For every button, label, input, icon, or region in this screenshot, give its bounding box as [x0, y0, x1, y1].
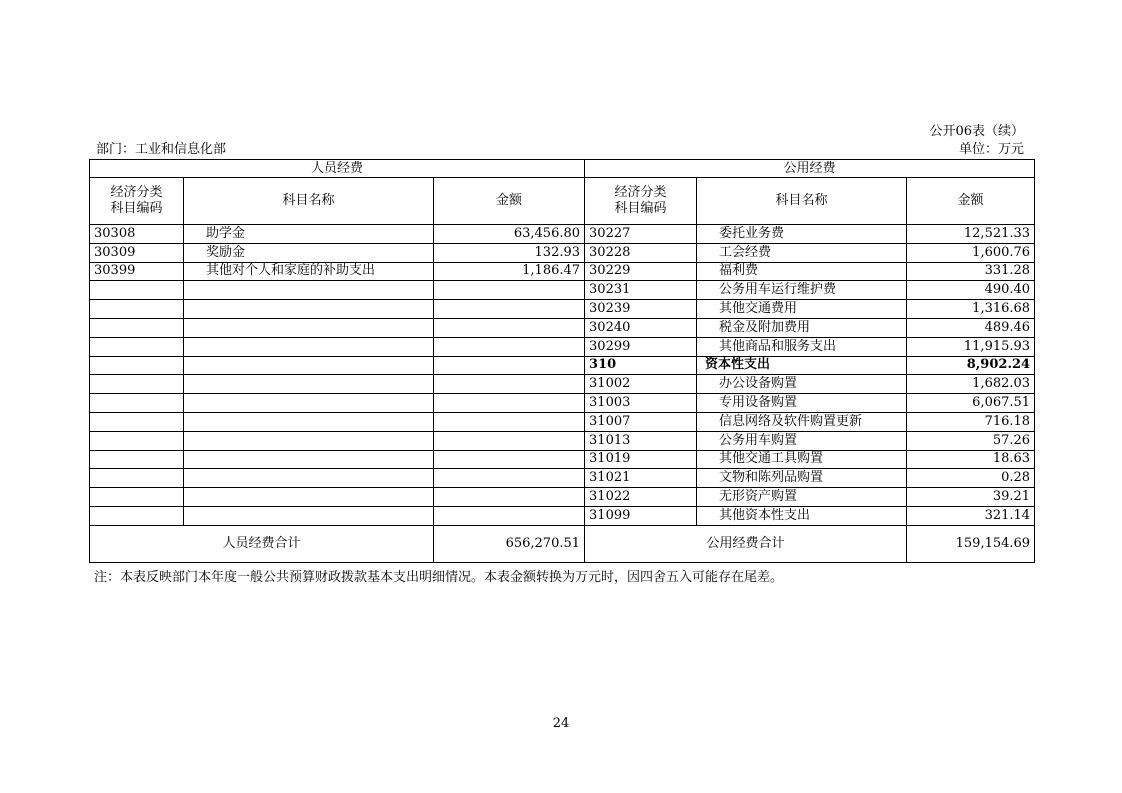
public-amount-cell: 12,521.33	[907, 225, 1035, 244]
personnel-amount-cell	[434, 431, 585, 450]
col-header-name: 科目名称	[697, 178, 907, 225]
public-total-label: 公用经费合计	[585, 525, 907, 562]
personnel-code-cell	[90, 318, 184, 337]
col-header-amount: 金额	[907, 178, 1035, 225]
personnel-name-cell	[184, 300, 434, 319]
public-code-cell: 30239	[585, 300, 697, 319]
public-amount-cell: 18.63	[907, 450, 1035, 469]
personnel-name-cell	[184, 469, 434, 488]
personnel-amount-cell	[434, 318, 585, 337]
budget-expenditure-table	[89, 159, 1035, 563]
table-row	[90, 243, 1035, 262]
personnel-amount-cell: 132.93	[434, 243, 585, 262]
table-row	[90, 318, 1035, 337]
table-row	[90, 356, 1035, 375]
public-code-cell: 310	[585, 356, 697, 375]
public-name-cell: 公务用车运行维护费	[697, 281, 907, 300]
personnel-name-cell	[184, 375, 434, 394]
personnel-code-cell: 30309	[90, 243, 184, 262]
personnel-code-cell	[90, 394, 184, 413]
public-total-amount: 159,154.69	[907, 525, 1035, 562]
table-row	[90, 300, 1035, 319]
table-row	[90, 488, 1035, 507]
table-row	[90, 337, 1035, 356]
personnel-name-cell	[184, 450, 434, 469]
public-amount-cell: 489.46	[907, 318, 1035, 337]
personnel-amount-cell	[434, 488, 585, 507]
public-code-cell: 31099	[585, 506, 697, 525]
personnel-code-cell	[90, 281, 184, 300]
public-amount-cell: 1,600.76	[907, 243, 1035, 262]
personnel-name-cell	[184, 356, 434, 375]
personnel-code-cell: 30308	[90, 225, 184, 244]
unit-label: 单位：万元	[958, 142, 1024, 157]
personnel-total-label: 人员经费合计	[90, 525, 434, 562]
public-amount-cell: 490.40	[907, 281, 1035, 300]
personnel-code-cell	[90, 506, 184, 525]
personnel-amount-cell	[434, 281, 585, 300]
public-name-cell: 信息网络及软件购置更新	[697, 412, 907, 431]
public-code-cell: 30231	[585, 281, 697, 300]
public-code-cell: 30228	[585, 243, 697, 262]
personnel-name-cell	[184, 394, 434, 413]
personnel-amount-cell	[434, 375, 585, 394]
table-row	[90, 375, 1035, 394]
col-header-code: 经济分类 科目编码	[90, 178, 184, 225]
public-amount-cell: 39.21	[907, 488, 1035, 507]
table-row	[90, 262, 1035, 281]
personnel-amount-cell	[434, 412, 585, 431]
public-amount-cell: 331.28	[907, 262, 1035, 281]
public-code-cell: 31022	[585, 488, 697, 507]
public-name-cell: 公务用车购置	[697, 431, 907, 450]
personnel-code-cell	[90, 469, 184, 488]
personnel-code-cell	[90, 431, 184, 450]
public-amount-cell: 6,067.51	[907, 394, 1035, 413]
personnel-code-cell: 30399	[90, 262, 184, 281]
public-name-cell: 其他交通工具购置	[697, 450, 907, 469]
personnel-total-amount: 656,270.51	[434, 525, 585, 562]
public-name-cell: 福利费	[697, 262, 907, 281]
department-label: 部门：工业和信息化部	[96, 142, 227, 157]
table-row	[90, 394, 1035, 413]
public-amount-cell: 57.26	[907, 431, 1035, 450]
personnel-amount-cell: 63,456.80	[434, 225, 585, 244]
public-amount-cell: 8,902.24	[907, 356, 1035, 375]
personnel-amount-cell	[434, 337, 585, 356]
public-code-cell: 31003	[585, 394, 697, 413]
personnel-header: 人员经费	[90, 160, 585, 178]
table-note: 注：本表反映部门本年度一般公共预算财政拨款基本支出明细情况。本表金额转换为万元时，因四舍五入可能存在尾差。	[94, 570, 784, 585]
public-name-cell: 委托业务费	[697, 225, 907, 244]
personnel-name-cell: 助学金	[184, 225, 434, 244]
personnel-name-cell	[184, 318, 434, 337]
personnel-name-cell: 其他对个人和家庭的补助支出	[184, 262, 434, 281]
public-code-cell: 31007	[585, 412, 697, 431]
table-row	[90, 431, 1035, 450]
totals-row	[90, 525, 1035, 562]
public-name-cell: 工会经费	[697, 243, 907, 262]
table-row	[90, 225, 1035, 244]
public-name-cell: 其他交通费用	[697, 300, 907, 319]
public-amount-cell: 0.28	[907, 469, 1035, 488]
public-code-cell: 30240	[585, 318, 697, 337]
public-name-cell: 办公设备购置	[697, 375, 907, 394]
public-name-cell: 其他商品和服务支出	[697, 337, 907, 356]
public-code-cell: 31002	[585, 375, 697, 394]
page-number: 24	[552, 716, 570, 731]
public-code-cell: 30227	[585, 225, 697, 244]
public-amount-cell: 716.18	[907, 412, 1035, 431]
personnel-amount-cell	[434, 356, 585, 375]
personnel-name-cell	[184, 488, 434, 507]
personnel-amount-cell	[434, 300, 585, 319]
public-name-cell: 无形资产购置	[697, 488, 907, 507]
personnel-code-cell	[90, 450, 184, 469]
personnel-name-cell	[184, 506, 434, 525]
public-code-cell: 30299	[585, 337, 697, 356]
public-amount-cell: 321.14	[907, 506, 1035, 525]
table-row	[90, 281, 1035, 300]
personnel-code-cell	[90, 356, 184, 375]
personnel-amount-cell	[434, 450, 585, 469]
personnel-amount-cell	[434, 469, 585, 488]
public-code-cell: 31013	[585, 431, 697, 450]
public-name-cell: 文物和陈列品购置	[697, 469, 907, 488]
public-amount-cell: 1,682.03	[907, 375, 1035, 394]
public-name-cell: 税金及附加费用	[697, 318, 907, 337]
table-row	[90, 450, 1035, 469]
table-row	[90, 506, 1035, 525]
personnel-amount-cell	[434, 394, 585, 413]
col-header-name: 科目名称	[184, 178, 434, 225]
col-header-code: 经济分类 科目编码	[585, 178, 697, 225]
personnel-name-cell	[184, 412, 434, 431]
personnel-amount-cell: 1,186.47	[434, 262, 585, 281]
personnel-name-cell	[184, 281, 434, 300]
public-code-cell: 31021	[585, 469, 697, 488]
personnel-name-cell	[184, 431, 434, 450]
public-name-cell: 其他资本性支出	[697, 506, 907, 525]
personnel-code-cell	[90, 375, 184, 394]
public-code-cell: 30229	[585, 262, 697, 281]
col-header-amount: 金额	[434, 178, 585, 225]
personnel-name-cell	[184, 337, 434, 356]
public-code-cell: 31019	[585, 450, 697, 469]
table-row	[90, 469, 1035, 488]
public-header: 公用经费	[585, 160, 1035, 178]
form-code: 公开06表（续）	[929, 124, 1024, 139]
personnel-name-cell: 奖励金	[184, 243, 434, 262]
personnel-code-cell	[90, 300, 184, 319]
public-name-cell: 资本性支出	[697, 356, 907, 375]
personnel-code-cell	[90, 488, 184, 507]
public-name-cell: 专用设备购置	[697, 394, 907, 413]
table-row	[90, 412, 1035, 431]
public-amount-cell: 11,915.93	[907, 337, 1035, 356]
public-amount-cell: 1,316.68	[907, 300, 1035, 319]
group-header-row	[90, 160, 1035, 178]
personnel-amount-cell	[434, 506, 585, 525]
personnel-code-cell	[90, 412, 184, 431]
personnel-code-cell	[90, 337, 184, 356]
column-header-row	[90, 178, 1035, 225]
